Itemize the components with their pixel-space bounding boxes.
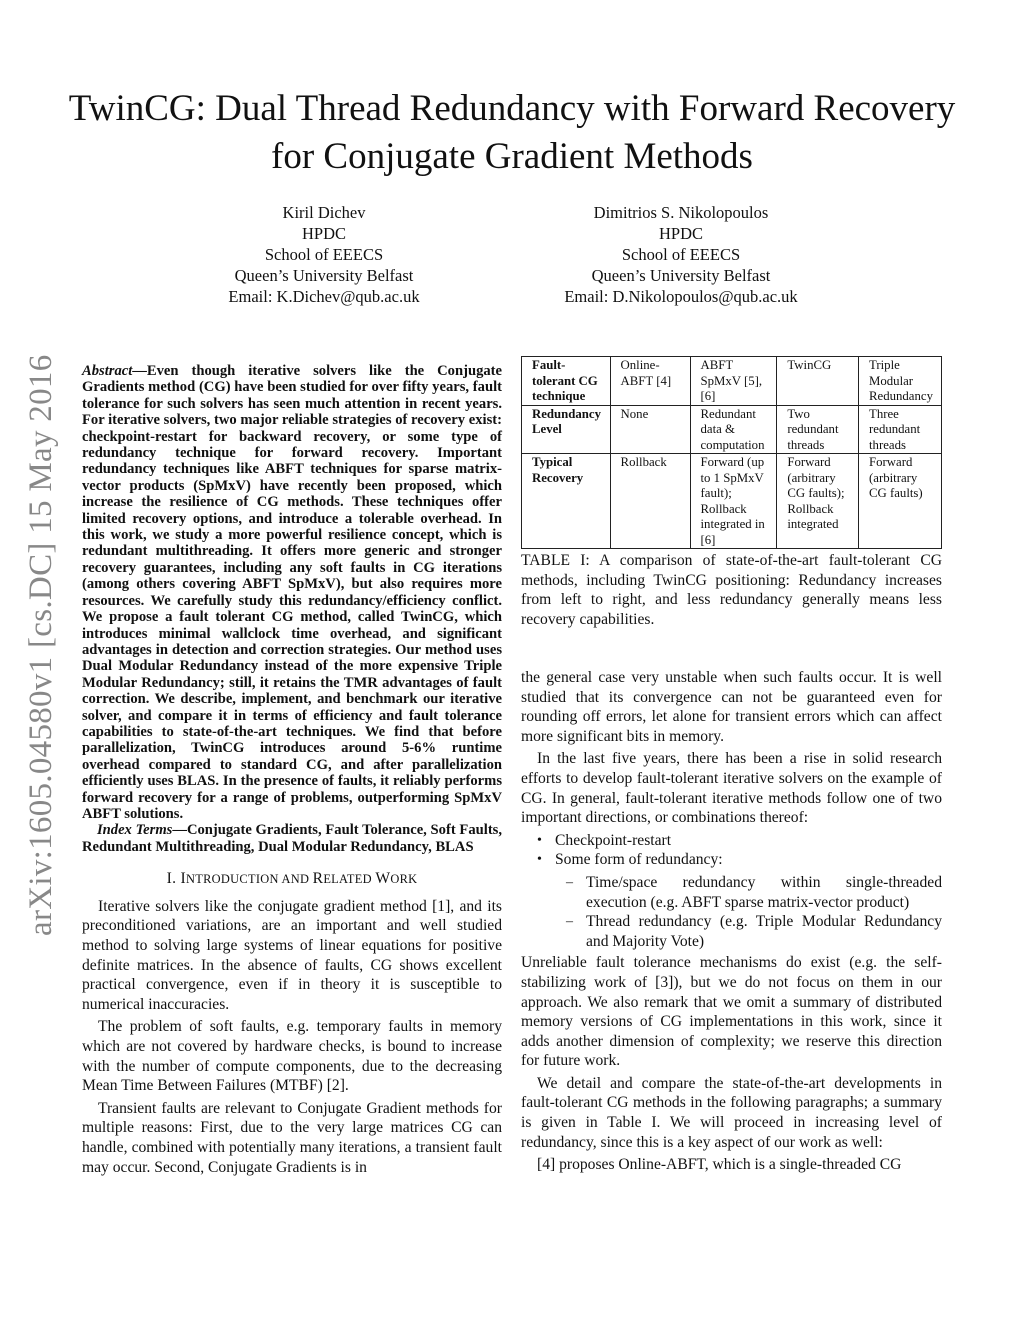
- body-paragraph: Unreliable fault tolerance mechanisms do exist (e.g. the self-stabilizing work of [3]), but we do not focus on them in our approach. We also remark that we omit a summary of distributed memory versions of CG implementations in this work, since it adds another dimension of complexity; we reserve this direction for future work.: [521, 954, 942, 1070]
- author-name: Dimitrios S. Nikolopoulos: [593, 203, 769, 222]
- author-block-1: [174, 202, 474, 307]
- author-school: School of EEECS: [264, 245, 384, 264]
- author-school: School of EEECS: [621, 245, 741, 264]
- table-cell: TwinCG: [777, 357, 859, 406]
- arxiv-identifier: arXiv:1605.04580v1 [cs.DC] 15 May 2016: [23, 354, 59, 936]
- body-paragraph: The problem of soft faults, e.g. temporary faults in memory which are not covered by hardware checks, is bound to increase with the number of compute components, due to the decreasing Mean Time Between Failures (MTBF) [2].: [82, 1018, 502, 1095]
- list-item: • Some form of redundancy: – Time/space redundancy within single-threaded execution (e.g. ABFT sparse matrix-vector product) – Thread redundancy (e.g. Triple Modular Redundancy and Majority Vote): [555, 850, 942, 951]
- author-university: Queen’s University Belfast: [591, 266, 771, 285]
- sub-bullet-list: [555, 873, 942, 951]
- table-cell: None: [610, 405, 690, 454]
- table-row: [522, 454, 942, 549]
- list-item: – Time/space redundancy within single-threaded execution (e.g. ABFT sparse matrix-vector product): [586, 873, 942, 912]
- abstract-label: Abstract: [82, 363, 133, 379]
- body-paragraph: In the last five years, there has been a rise in solid research efforts to develop fault-tolerant iterative solvers on the example of CG. In general, fault-tolerant iterative methods follow one of two important directions, or combinations thereof:: [521, 750, 942, 827]
- body-paragraph: We detail and compare the state-of-the-art developments in fault-tolerant CG methods in the following paragraphs; a summary is given in Table I. We will proceed in increasing level of redundancy, since this is a key aspect of our work as well:: [521, 1074, 942, 1151]
- table-cell: Online-ABFT [4]: [610, 357, 690, 406]
- section-heading: I. INTRODUCTION AND RELATED WORK: [166, 870, 418, 888]
- table-cell: Forward (arbitrary CG faults); Rollback integrated: [777, 454, 859, 549]
- list-item: – Thread redundancy (e.g. Triple Modular Redundancy and Majority Vote): [586, 912, 942, 951]
- right-column: [521, 668, 942, 1175]
- body-paragraph: Transient faults are relevant to Conjugate Gradient methods for multiple reasons: First, due to the very large matrices CG can handle, combined with potentially many iterations, a transient fault may occur. Second, Conjugate Gradients is in: [82, 1099, 502, 1176]
- index-terms-text: Conjugate Gradients, Fault Tolerance, Soft Faults, Redundant Multithreading, Dual Modular Redundancy, BLAS: [82, 822, 503, 855]
- table-cell: Typical Recovery: [522, 454, 611, 549]
- abstract-dash: —: [132, 363, 147, 379]
- index-terms-dash: —: [172, 822, 187, 839]
- index-terms-label: Index Terms: [96, 822, 173, 839]
- table-cell: Redundant data & computation: [690, 405, 777, 454]
- table-cell: Forward (up to 1 SpMxV fault); Rollback integrated in [6]: [690, 454, 777, 549]
- table-row: [522, 357, 942, 406]
- table-row: [522, 405, 942, 454]
- table-cell: Redundancy Level: [522, 405, 611, 454]
- left-column: [82, 363, 502, 1177]
- table-cell: Two redundant threads: [777, 405, 859, 454]
- body-paragraph: the general case very unstable when such faults occur. It is well studied that its convergence can not be guaranteed even for rounding off errors, let alone for transient errors which can affect more significant bits in memory.: [521, 669, 942, 745]
- author-dept: HPDC: [301, 224, 346, 243]
- table-cell: Forward (arbitrary CG faults): [859, 454, 942, 549]
- author-email: Email: D.Nikolopoulos@qub.ac.uk: [564, 287, 798, 306]
- index-terms: [82, 822, 502, 855]
- author-dept: HPDC: [658, 224, 703, 243]
- table-cell: Three redundant threads: [859, 405, 942, 454]
- list-item: • Checkpoint-restart: [555, 831, 942, 851]
- paper-title: TwinCG: Dual Thread Redundancy with Forward Recovery for Conjugate Gradient Methods: [68, 88, 956, 177]
- bullet-list: [521, 831, 942, 952]
- abstract: [82, 363, 502, 822]
- comparison-table: [521, 356, 942, 549]
- table-cell: Rollback: [610, 454, 690, 549]
- author-email: Email: K.Dichev@qub.ac.uk: [228, 287, 420, 306]
- abstract-text: Even though iterative solvers like the Conjugate Gradients method (CG) have been studied for over fifty years, fault tolerance for such solvers has seen much attention in recent years. For iterative solvers, two major reliable strategies of recovery exist: checkpoint-restart for backward recovery, or some type of redundancy technique for forward recovery. Important redundancy techniques like ABFT techniques for sparse matrix-vector products (SpMxV) have recently been proposed, which increase the resilience of CG methods. These techniques offer limited recovery options, and introduce a tolerable overhead. In this work, we study a more powerful resilience concept, which is redundant multithreading. It offers more generic and stronger recovery guarantees, including any soft faults in CG iterations (among others covering ABFT SpMxV), but also requires more resources. We carefully study this redundancy/efficiency conflict. We propose a fault tolerant CG method, called TwinCG, which introduces minimal wallclock time overhead, and significant advantages in detection and correction strategies. Our method uses Dual Modular Redundancy instead of the more expensive Triple Modular Redundancy; still, it retains the TMR advantages of fault correction. We describe, implement, and benchmark our iterative solver, and compare it in terms of efficiency and fault tolerance capabilities to state-of-the-art techniques. We find that before parallelization, TwinCG introduces around 5-6% runtime overhead compared to standard CG, and after parallelization efficiently uses BLAS. In the presence of faults, it reliably performs forward recovery for a range of problems, outperforming SpMxV ABFT solutions.: [82, 363, 502, 822]
- table-cell: Fault-tolerant CG technique: [522, 357, 611, 406]
- body-paragraph: [4] proposes Online-ABFT, which is a single-threaded CG: [537, 1156, 902, 1174]
- author-block-2: [531, 202, 831, 307]
- table-cell: Triple Modular Redundancy: [859, 357, 942, 406]
- author-university: Queen’s University Belfast: [234, 266, 414, 285]
- table-cell: ABFT SpMxV [5], [6]: [690, 357, 777, 406]
- body-paragraph: Iterative solvers like the conjugate gradient method [1], and its preconditioned variations, are an important and well studied method to solving large systems of linear equations for positive definite matrices. In the absence of faults, CG shows excellent practical convergence, even if in theory it is susceptible to numerical inaccuracies.: [82, 897, 502, 1013]
- author-name: Kiril Dichev: [282, 203, 366, 222]
- table-caption: TABLE I: A comparison of state-of-the-art fault-tolerant CG methods, including TwinCG positioning: Redundancy increases from left to right, and less redundancy generally means less recovery capabilities.: [521, 552, 942, 628]
